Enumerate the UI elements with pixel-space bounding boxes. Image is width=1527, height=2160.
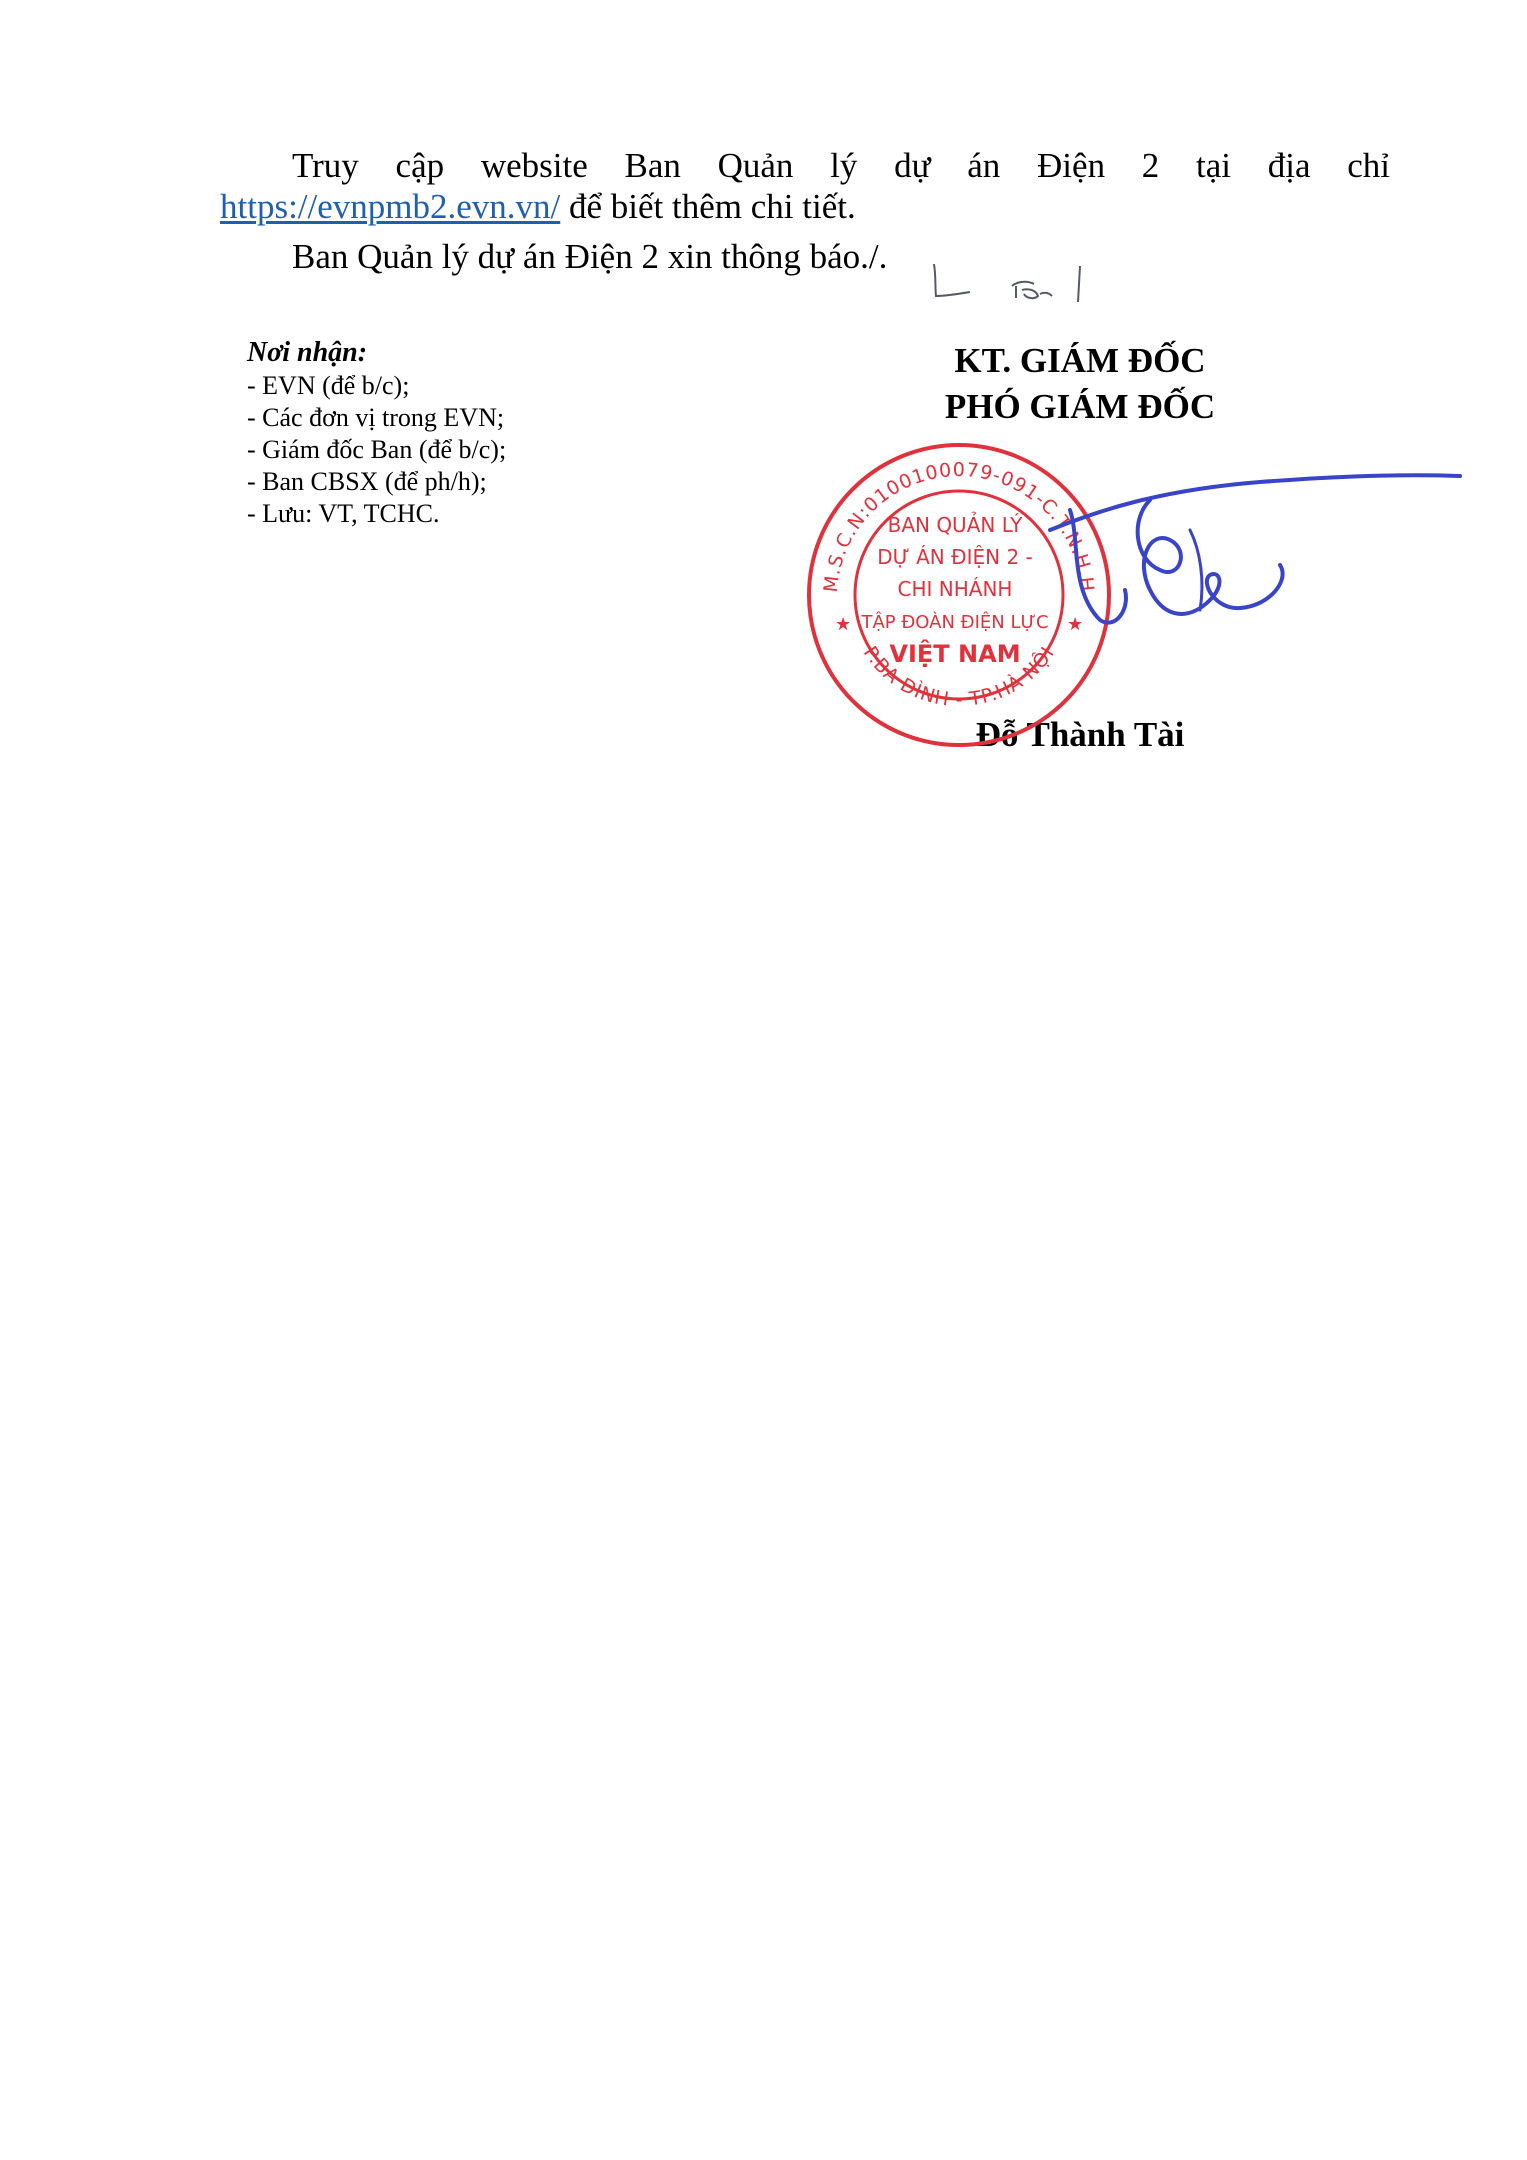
paragraph-word: Ban bbox=[624, 146, 681, 185]
paragraph-word: Quản bbox=[717, 146, 794, 185]
handwritten-initials bbox=[930, 262, 1090, 310]
recipients-list bbox=[247, 336, 506, 530]
stamp-inner-line: CHI NHÁNH bbox=[897, 577, 1013, 601]
svg-text:★: ★ bbox=[1067, 614, 1084, 635]
recipient-item: - Các đơn vị trong EVN; bbox=[247, 403, 505, 432]
website-paragraph bbox=[220, 146, 1390, 227]
signer-title-line-1: KT. GIÁM ĐỐC bbox=[954, 341, 1206, 380]
link-trailing-text: để biết thêm chi tiết. bbox=[560, 187, 856, 226]
stamp-inner-line: VIỆT NAM bbox=[889, 640, 1021, 668]
signer-name: Đỗ Thành Tài bbox=[975, 715, 1185, 754]
paragraph-word: 2 bbox=[1141, 146, 1160, 185]
recipient-item: - EVN (để b/c); bbox=[247, 371, 410, 400]
signer-title-line-2: PHÓ GIÁM ĐỐC bbox=[944, 387, 1216, 426]
paragraph-line-2 bbox=[220, 187, 1390, 227]
paragraph-word: Điện bbox=[1037, 146, 1106, 185]
stamp-outer-text: M.S.C.N:0100100079-091-C.T.N.H.H bbox=[819, 458, 1099, 594]
recipient-item: - Giám đốc Ban (để b/c); bbox=[247, 435, 507, 464]
closing-paragraph: Ban Quản lý dự án Điện 2 xin thông báo./. bbox=[292, 237, 888, 276]
paragraph-line-1 bbox=[220, 146, 1390, 186]
paragraph-word: lý bbox=[830, 146, 858, 185]
paragraph-word: chỉ bbox=[1347, 146, 1390, 185]
stamp-inner-line: DỰ ÁN ĐIỆN 2 - bbox=[877, 545, 1033, 569]
paragraph-word: Truy bbox=[292, 146, 359, 185]
stamp-inner-line: BAN QUẢN LÝ bbox=[887, 513, 1023, 537]
paragraph-word: địa bbox=[1267, 146, 1311, 185]
handwritten-signature bbox=[1040, 470, 1470, 650]
paragraph-word: án bbox=[967, 146, 1001, 185]
stamp-inner-line: TẬP ĐOÀN ĐIỆN LỰC bbox=[861, 612, 1049, 633]
paragraph-word: dự bbox=[894, 146, 931, 185]
svg-text:★: ★ bbox=[835, 614, 852, 635]
recipient-item: - Ban CBSX (để ph/h); bbox=[247, 467, 487, 496]
website-link[interactable]: https://evnpmb2.evn.vn/ bbox=[220, 187, 561, 226]
signature-title-block bbox=[880, 338, 1280, 430]
recipient-item: - Lưu: VT, TCHC. bbox=[247, 499, 440, 528]
stamp-bottom-text: P.BA ĐÌNH - TP.HÀ NỘI bbox=[858, 642, 1060, 711]
paragraph-word: cập bbox=[395, 146, 445, 185]
paragraph-word: website bbox=[480, 146, 588, 185]
recipients-title: Nơi nhận: bbox=[247, 337, 368, 368]
paragraph-word: tại bbox=[1196, 146, 1231, 185]
